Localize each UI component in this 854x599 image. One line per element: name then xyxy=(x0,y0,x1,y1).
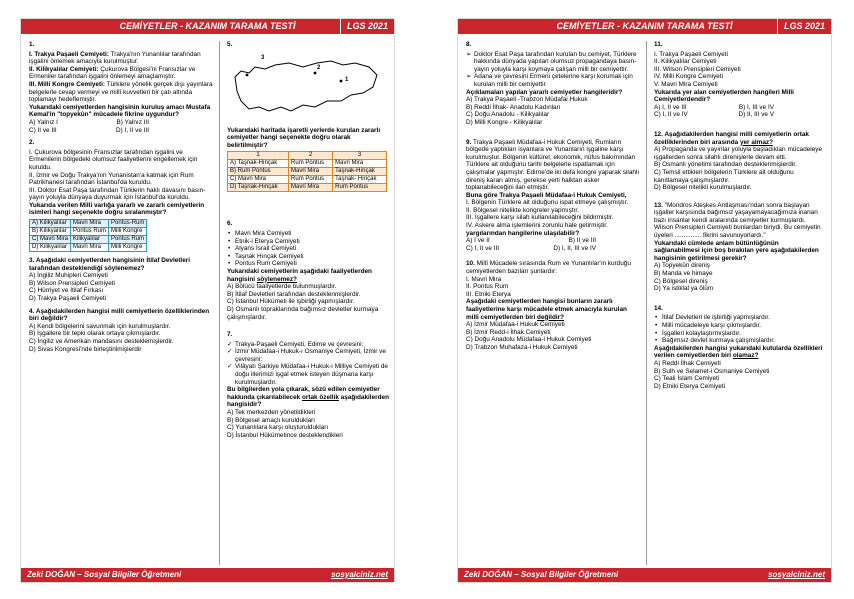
column-divider xyxy=(219,41,220,565)
question-stem: Yukarıdaki haritada işaretli yerlerde kurulan zararlı cemiyetler hangi seçenekte doğru olarak belirtilmiştir? xyxy=(227,126,381,149)
question-stem: Aşağıdaki cemiyetlerden hangisinin İtilaf Devletleri tarafından desteklendiği söylenemez? xyxy=(29,257,191,272)
question-text: Trakya Paşaeli Müdafaa-i Hukuk Cemiyeti, Rumların bölgede yaptıkları isyanlara ve Yunanların işgaline karşı kurulmuştur. Bölgenin kültürel, ekonomik, nüfus bakımından Türklere ait olduğunu tarihi belgelerle ispatlamak için çalışmalar yapmıştır. Edirne'de iki defa kongre yaparak silahlı direniş kararı almış, gerekse yerli halktan asker toplanabileceğini ilan etmiştir. xyxy=(466,138,640,192)
option-c[interactable]: C) İngiliz ve Amerikan mandasını desteklemişlerdir. xyxy=(29,338,174,345)
item-text: Trakya'nın Yunanlılar tarafından işgalini önlemek amacıyla kurulmuştur. xyxy=(29,50,201,66)
option-a[interactable]: A) Tek merkezden yönetildikleri xyxy=(227,409,316,417)
option-b[interactable]: B) İşgallere bir tepki olarak ortaya çıkmışlardır. xyxy=(29,330,161,338)
footer-site-link[interactable]: sosyalciniz.net xyxy=(331,570,388,579)
cell: B) Kilikyalılar xyxy=(30,228,71,236)
column-header: 1 xyxy=(228,152,289,160)
header-title: CEMİYETLER - KAZANIM TARAMA TESTİ xyxy=(556,21,733,31)
option-d[interactable]: D) I, II ve III xyxy=(115,126,149,134)
list-item: • Taşnak Hınçak Cemiyeti xyxy=(227,253,389,261)
question-14 xyxy=(654,305,826,391)
question-stem: Aşağıdakilerden hangisi milli cemiyetlerin ortak özelliklerinden biri arasında xyxy=(654,130,809,146)
page-header xyxy=(458,19,831,34)
list-item: ✓ Trakya-Paşaeli Cemiyeti, Edirne ve çevresini; xyxy=(227,341,389,349)
option-d[interactable]: D) Sivas Kongresi'nde birleştirilmişlerdir xyxy=(29,345,142,353)
question-number: 5. xyxy=(227,41,233,48)
question-12 xyxy=(654,131,826,192)
option-c[interactable]: C) I, II ve IV xyxy=(654,111,688,119)
list-item: • İşgalleri kolaylaştırmışlardır. xyxy=(654,330,826,338)
column-divider xyxy=(646,41,647,565)
question-number: 14. xyxy=(654,304,663,312)
statement: III. Etniki Eterya xyxy=(466,290,511,298)
cell: Rum Pontus xyxy=(333,184,387,192)
item-text: I. Çukurova bölgesinin Fransızlar tarafından işgalini ve Ermenilerin bölgedeki olumsuz faaliyetlerini engellemek için kuruldu. xyxy=(29,148,198,171)
statement: II. Pontus Rum xyxy=(466,283,509,291)
cell: A) Taşnak-Hınçak xyxy=(228,160,289,168)
question-number: 8. xyxy=(466,41,472,48)
statement: II. Kilikyalılar Cemiyeti xyxy=(654,58,717,66)
list-item: • Milli mücadeleye karşı çıkmışlardır. xyxy=(654,322,826,330)
footer-author: Zeki DOĞAN – Sosyal Bilgiler Öğretmeni xyxy=(27,570,182,579)
list-item: • Pontus Rum Cemiyeti xyxy=(227,260,389,268)
answer-table xyxy=(29,219,147,252)
statement: I. Bölgenin Türklere ait olduğunu ispat etmeye çalışmıştır. xyxy=(466,199,629,207)
option-row[interactable] xyxy=(30,228,147,236)
option-a[interactable]: A) Yalnız I xyxy=(29,118,58,126)
option-c[interactable]: C) Doğu Anadolu Müdafaa-i Hukuk Cemiyeti xyxy=(466,336,592,344)
cell: Rum Pontus xyxy=(289,160,333,168)
option-c[interactable]: C) Doğu Anadolu - Kilikyalılar xyxy=(466,111,550,119)
option-a[interactable]: A) İngiliz Muhipleri Cemiyeti xyxy=(29,272,108,280)
column-left xyxy=(466,41,640,357)
option-d[interactable]: D) Trabzon Muhafaza-i Hukuk Cemiyeti xyxy=(466,343,578,351)
option-row[interactable] xyxy=(228,184,387,192)
option-b[interactable]: B) Wilson Prensipleri Cemiyeti xyxy=(29,279,115,287)
list-item: • İtilaf Devletleri ile işbirliği yapmışlardır. xyxy=(654,314,826,322)
page-footer xyxy=(458,568,831,582)
option-b[interactable]: B) Reddi İlhak- Anadolu Kadınları xyxy=(466,103,561,111)
list-item: • Etnik-i Eterya Cemiyeti xyxy=(227,238,389,246)
cell: Pontus-Rum xyxy=(109,220,147,228)
cell: Rum Pontus xyxy=(289,176,333,184)
question-number: 6. xyxy=(227,220,233,228)
cell: Milli Kongre xyxy=(109,244,147,252)
question-stem-emphasis: söylenemez? xyxy=(256,275,297,283)
question-text: "Mondros Ateşkes Antlaşması'ndan sonra başlayan işgaller karşısında bağımsız yaşayamayacağımıza inanan bazı insanlar kendi aralarında cemiyetler kurmuşlardı. Wilson Prensipleri Cemiyeti bunlardan biriydi. Bu cemiyetin üyeleri ............... fikrini savunuyorlardı." xyxy=(654,201,821,240)
statement: IV. Askere alma işlemlerini zorunlu hale getirmiştir. xyxy=(466,222,608,230)
header-lgs: LGS 2021 xyxy=(777,19,825,34)
question-10 xyxy=(466,260,640,351)
question-number: 10. xyxy=(466,260,475,268)
option-d[interactable]: D) İstanbul Hükümetince desteklendikleri xyxy=(227,431,343,439)
question-stem: Yukarıdaki cemiyetlerin aşağıdaki faaliyetlerden hangisini xyxy=(227,267,372,283)
question-5 xyxy=(227,41,389,192)
cell: Kilikyalılar xyxy=(71,236,109,244)
statement: III. Wilson Prensipleri Cemiyeti xyxy=(654,65,741,73)
footer-author: Zeki DOĞAN – Sosyal Bilgiler Öğretmeni xyxy=(464,570,619,579)
option-row[interactable] xyxy=(30,236,147,244)
option-a[interactable]: A) Reddi İlhak Cemiyeti xyxy=(654,359,721,367)
cell: Mavri Mira xyxy=(71,244,109,252)
question-8 xyxy=(466,41,640,127)
option-c[interactable]: C) Temsil ettikleri bölgelerin Türklere ait olduğunu kanıtlamaya çalışmışlardır. xyxy=(654,168,794,184)
question-1 xyxy=(29,41,213,134)
list-item: ➢ Doktor Esat Paşa tarafından kurulan bu cemiyet, Türklere hakkında dünyada yapılan olumsuz propagandaya basın-yayın yoluyla karşı koymaya çalışan milli bir cemiyettir. xyxy=(466,51,640,74)
question-2 xyxy=(29,139,213,252)
cell: Milli Kongre xyxy=(109,228,147,236)
statement: I. Trakya Paşaeli Cemiyeti xyxy=(654,50,728,58)
option-row[interactable] xyxy=(228,176,387,184)
question-9 xyxy=(466,139,640,253)
option-c[interactable]: C) Yunanlılara karşı oluşturuldukları xyxy=(227,424,329,432)
cell: C) Mavri Mira xyxy=(30,236,71,244)
statement: III. İşgallere karşı silah kullanılabileceğini bildirmiştir. xyxy=(466,214,614,222)
item-title: I. Trakya Paşaeli Cemiyeti: xyxy=(29,50,109,58)
question-stem: Aşağıdaki cemiyetlerden hangisi bunların zararlı faaliyetlerine karşı mücadele etmek amacıyla kurulan milli cemiyetlerden biri xyxy=(466,298,627,321)
cell: Taşnak- Hınçak xyxy=(333,176,387,184)
column-right xyxy=(654,41,826,395)
list-item: ✓ Vilâyatı Şarkiye Müdafaa-i Hukuk-ı Milliye Cemiyeti de doğu illerimizi işgal etmek isteyen düşmana karşı kurulmuşlardır. xyxy=(227,363,389,386)
statement: II. Bölgesel nitelikte kongreler yapmıştır. xyxy=(466,206,579,214)
footer-site-link[interactable]: sosyalciniz.net xyxy=(768,570,825,579)
map-label-2: 2 xyxy=(317,64,321,71)
question-text: Millî Mücadele sırasında Rum ve Yunanlılar'ın kurduğu cemiyetlerden bazıları şunlardır: xyxy=(466,260,631,276)
question-stem: Aşağıdakilerden hangisi milli cemiyetlerin özelliklerinden biri değildir? xyxy=(29,307,210,323)
item-text: Türklere yönelik gerçek dışı yayınlara belgelerle cevap vermeyi ve millî kuvvetleri bir çatı altında toplamayı hedeflemiştir. xyxy=(29,80,213,104)
list-item: ➢ Adana ve çevresini Ermeni çetelerine karşı korumak için kurulan milli bir cemiyettir xyxy=(466,73,640,88)
question-stem-emphasis: yer almaz? xyxy=(739,138,773,146)
question-stem: Yukarıda yer alan cemiyetlerden hangileri Milli Cemiyetlerdendir? xyxy=(654,88,794,104)
question-number: 12. xyxy=(654,130,663,138)
option-c[interactable]: C) Hürriyet ve İtilaf Fırkası xyxy=(29,287,104,295)
question-6 xyxy=(227,220,389,321)
column-right xyxy=(227,41,389,444)
map-label-1: 1 xyxy=(345,76,349,83)
question-stem: Buna göre Trakya Paşaeli Müdafaa-i Hukuk Cemiyeti, xyxy=(466,191,627,199)
option-d[interactable]: D) Milli Kongre - Kilikyalılar xyxy=(466,118,543,126)
page-header xyxy=(21,19,394,34)
option-c[interactable]: C) İstanbul Hükümeti ile işbirliği yapmışlardır. xyxy=(227,298,355,306)
option-c[interactable]: C) Bölgesel direniş xyxy=(654,277,708,285)
option-b[interactable]: B) Bölgesel amaçlı kuruldukları xyxy=(227,416,316,424)
cell: Mavri Mira xyxy=(71,220,109,228)
question-13 xyxy=(654,202,826,293)
option-b[interactable]: B) İtilaf Devletleri tarafından desteklenmişlerdir. xyxy=(227,290,361,298)
cell: B) Rum Pontus xyxy=(228,168,289,176)
option-c[interactable]: C) Teali İslam Cemiyeti xyxy=(654,375,720,383)
option-c[interactable]: C) II ve III xyxy=(29,126,57,134)
turkey-map-outline xyxy=(231,51,381,123)
item-text: III. Doktor Esat Paşa tarafından Türklerin haklı davasını basın-yayın yoluyla dünyaya duyurmak için İstanbul'da kuruldu. xyxy=(29,186,206,202)
question-stem: Yukarıda verilen Milli varlığa yararlı ve zararlı cemiyetlerin isimleri hangi seçenekte doğru sıralanmıştır? xyxy=(29,201,205,217)
option-b[interactable]: B) I, III ve IV xyxy=(738,103,774,111)
statement: I. Mavri Mira xyxy=(466,275,502,283)
cell: D) Taşnak-Hınçak xyxy=(228,184,289,192)
cell: Pontus Rum xyxy=(109,236,147,244)
question-number: 7. xyxy=(227,331,233,339)
question-number: 1. xyxy=(29,41,35,48)
item-title: II. Kilikyalılar Cemiyeti: xyxy=(29,65,99,73)
option-a[interactable]: A) Kendi bölgelerini savunmak için kurulmuşlardır. xyxy=(29,322,171,330)
option-a[interactable]: A) İzmir Müdafaa-i Hukuk Cemiyeti xyxy=(466,321,565,329)
option-row[interactable] xyxy=(228,168,387,176)
answer-table xyxy=(227,151,387,192)
cell: A) Kilikyalılar xyxy=(30,220,71,228)
cell: Mavri Mira xyxy=(289,168,333,176)
item-text: II. İzmir ve Doğu Trakya'nın Yunanistan'a katmak için Rum Patrikhanesi tarafından İstanbul'da kuruldu. xyxy=(29,171,194,187)
question-stem: yargılarından hangilerine ulaşılabilir? xyxy=(466,229,580,237)
cell: Mavri Mira xyxy=(289,184,333,192)
option-a[interactable]: A) I ve II xyxy=(466,237,490,245)
question-number: 13. xyxy=(654,201,663,209)
option-d[interactable]: D) Etniki Eterya Cemiyeti xyxy=(654,382,726,390)
list-item: • Alyans İsrail Cemiyeti xyxy=(227,245,389,253)
question-number: 9. xyxy=(466,138,472,146)
option-d[interactable]: D) Trakya Paşaeli Cemiyeti xyxy=(29,295,107,303)
page-footer xyxy=(21,568,394,582)
cell: Taşnak-Hınçak xyxy=(333,168,387,176)
question-number: 11. xyxy=(654,41,663,48)
question-stem: Açıklamaları yapılan yararlı cemiyetler hangileridir? xyxy=(466,88,623,96)
option-b[interactable]: B) Yalnız III xyxy=(116,118,149,126)
option-d[interactable]: D) II, III ve V xyxy=(738,111,774,119)
question-stem: aşağıdakilerden hangisidir? xyxy=(227,393,389,409)
question-stem: Yukarıdaki cemiyetlerden hangisinin kuruluş amacı Mustafa Kemal'in "topyekûn" mücadele fikrine uygundur? xyxy=(29,103,211,119)
option-b[interactable]: B) Manda ve himaye xyxy=(654,270,713,278)
column-header: 3 xyxy=(333,152,387,160)
option-a[interactable]: A) I, II ve III xyxy=(654,103,687,111)
option-row[interactable] xyxy=(30,244,147,252)
cell: D) Kilikyalılar xyxy=(30,244,71,252)
statement: IV. Milli Kongre Cemiyeti xyxy=(654,73,724,81)
option-c[interactable]: C) I, II ve III xyxy=(466,244,500,252)
question-stem-emphasis: ortak özellik xyxy=(301,393,339,401)
page-right xyxy=(457,18,832,583)
question-3 xyxy=(29,257,213,303)
statement: V. Mavri Mira Cemiyeti xyxy=(654,80,718,88)
option-row[interactable] xyxy=(30,220,147,228)
list-item: • Bağımsız devlet kurmaya çalışmışlardır. xyxy=(654,337,826,345)
option-d[interactable]: D) Osmanlı topraklarında bağımsız devletler kurmaya çalışmışlardır. xyxy=(227,305,379,321)
question-stem: Aşağıdakilerden hangisi yukarıdaki kutularda özellikleri verilen cemiyetlerden biri xyxy=(654,344,823,360)
option-d[interactable]: D) Ya istiklal ya ölüm xyxy=(654,285,714,293)
option-d[interactable]: D) Bölgesel nitelikli kurulmuşlardır. xyxy=(654,184,752,192)
column-left xyxy=(29,41,213,358)
page-left xyxy=(20,18,395,583)
column-header: 2 xyxy=(289,152,333,160)
turkey-map xyxy=(231,51,381,123)
option-a[interactable]: A) Topyekûn direniş xyxy=(654,262,711,270)
option-a[interactable]: A) Trakya Paşaeli -Trabzon Müdafai Hukuk xyxy=(466,96,588,104)
option-a[interactable]: A) Bölücü faaliyetlerde bulunmuşlardır. xyxy=(227,283,337,291)
map-label-3: 3 xyxy=(261,54,265,61)
option-b[interactable]: B) Sulh ve Selamet-i Osmaniye Cemiyeti xyxy=(654,367,770,375)
question-stem-emphasis: değildir? xyxy=(537,313,565,321)
cell: C) Mavri Mira xyxy=(228,176,289,184)
item-text: Çukurova Bölgesi'ni Fransızlar ve Ermeniler tarafından işgalini önlemeyi amaçlamıştır. xyxy=(29,65,196,81)
option-row[interactable] xyxy=(228,160,387,168)
table-header-row xyxy=(228,152,387,160)
question-7 xyxy=(227,331,389,439)
question-number: 2. xyxy=(29,139,35,147)
header-title: CEMİYETLER - KAZANIM TARAMA TESTİ xyxy=(119,21,296,31)
question-number: 3. xyxy=(29,257,35,265)
question-stem-emphasis: olamaz? xyxy=(732,352,759,360)
option-d[interactable]: D) I, II, III ve IV xyxy=(553,244,596,252)
question-stem: Bu bilgilerden yola çıkarak, sözü edilen cemiyetler hakkında çıkarılabilecek xyxy=(227,386,380,401)
list-item: ✓ İzmir Müdafaa-i Hukuk-ı Osmaniye Cemiyeti, İzmir ve çevresini; xyxy=(227,348,389,363)
item-title: III. Milli Kongre Cemiyeti: xyxy=(29,80,105,88)
option-b[interactable]: B) Osmanlı yönetimi tarafından desteklenmişlerdir. xyxy=(654,161,797,169)
list-item: • Mavri Mira Cemiyeti xyxy=(227,230,389,238)
option-a[interactable]: A) Propaganda ve yayınlar yoluyla başladıkları mücadeleye işgallerden sonra silahlı direnişlerle devam etti. xyxy=(654,146,823,161)
option-b[interactable]: B) İzmir Redd-i İlhak Cemiyeti xyxy=(466,328,551,336)
cell: Pontus Rum xyxy=(71,228,109,236)
header-lgs: LGS 2021 xyxy=(340,19,388,34)
question-11 xyxy=(654,41,826,119)
option-b[interactable]: B) II ve III xyxy=(568,237,596,245)
question-number: 4. xyxy=(29,307,35,315)
question-4 xyxy=(29,308,213,354)
cell: Mavri Mira xyxy=(333,160,387,168)
question-stem: Yukarıdaki cümlede anlam bütünlüğünün sağlanabilmesi için boş bırakılan yere aşağıdakilerden hangisinin getirilmesi gerekir? xyxy=(654,239,819,262)
